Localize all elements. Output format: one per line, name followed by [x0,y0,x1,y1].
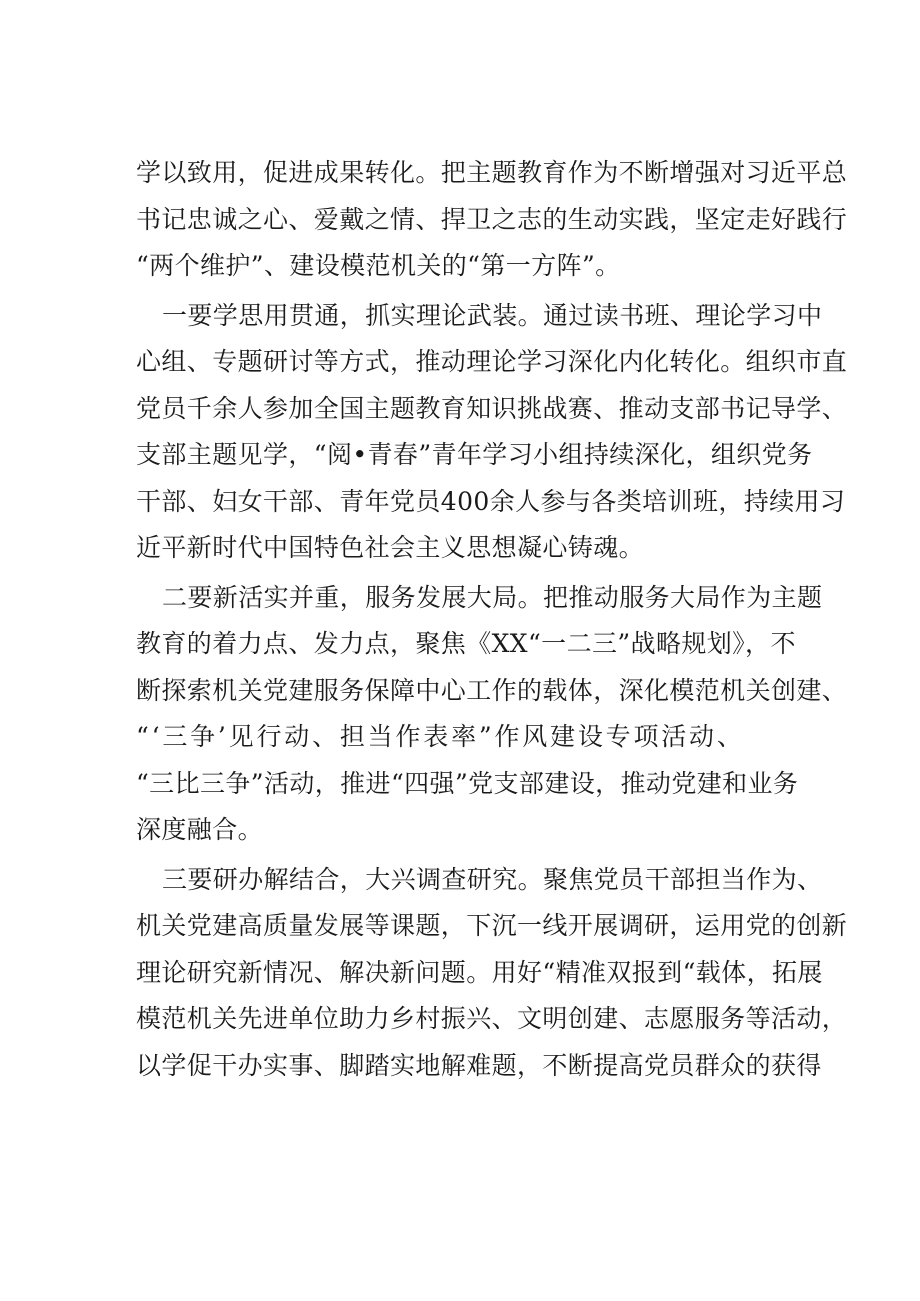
text-line: “‘三争’见行动、担当作表率”作风建设专项活动、 [136,722,745,751]
text-line: 深度融合。 [136,815,264,844]
text-line: 心组、专题研讨等方式，推动理论学习深化内化转化。组织市直 [136,347,848,376]
text-line: 支部主题见学，“阅•青春”青年学习小组持续深化，组织党务 [136,440,813,469]
paragraph-theory-study [136,293,848,572]
text-line: 机关党建高质量发展等课题，下沉一线开展调研，运用党的创新 [136,911,848,940]
text-line: 近平新时代中国特色社会主义思想凝心铸魂。 [136,533,645,562]
paragraph-intro [136,150,848,290]
text-line: 学以致用，促进成果转化。把主题教育作为不断增强对习近平总 [136,158,848,187]
paragraph-investigation-research [136,857,848,1090]
text-line: 教育的着力点、发力点，聚焦《XX“一二三”战略规划》，不 [136,629,796,658]
text-line: 书记忠诚之心、爱戴之情、捍卫之志的生动实践，坚定走好践行 [136,204,848,234]
paragraph-service-development [136,575,848,854]
document-body [136,150,848,1092]
text-line: 理论研究新情况、解决新问题。用好“精准双报到“载体，拓展 [136,957,823,987]
text-line: 党员千余人参加全国主题教育知识挑战赛、推动支部书记导学、 [136,393,848,423]
text-line: 一要学思用贯通，抓实理论武装。通过读书班、理论学习中 [162,300,823,330]
text-line: “两个维护”、建设模范机关的“第一方阵”。 [136,251,621,280]
text-line: 断探索机关党建服务保障中心工作的载体，深化模范机关创建、 [136,675,848,705]
text-line: “三比三争”活动，推进“四强”党支部建设，推动党建和业务 [136,768,799,798]
text-line: 二要新活实并重，服务发展大局。把推动服务大局作为主题 [162,582,823,612]
text-line: 以学促干办实事、脚踏实地解难题，不断提高党员群众的获得 [136,1050,822,1080]
text-line: 模范机关先进单位助力乡村振兴、文明创建、志愿服务等活动， [136,1004,848,1033]
text-line: 三要研办解结合，大兴调查研究。聚焦党员干部担当作为、 [162,864,823,894]
text-line: 干部、妇女干部、青年党员400余人参与各类培训班，持续用习 [136,486,846,516]
